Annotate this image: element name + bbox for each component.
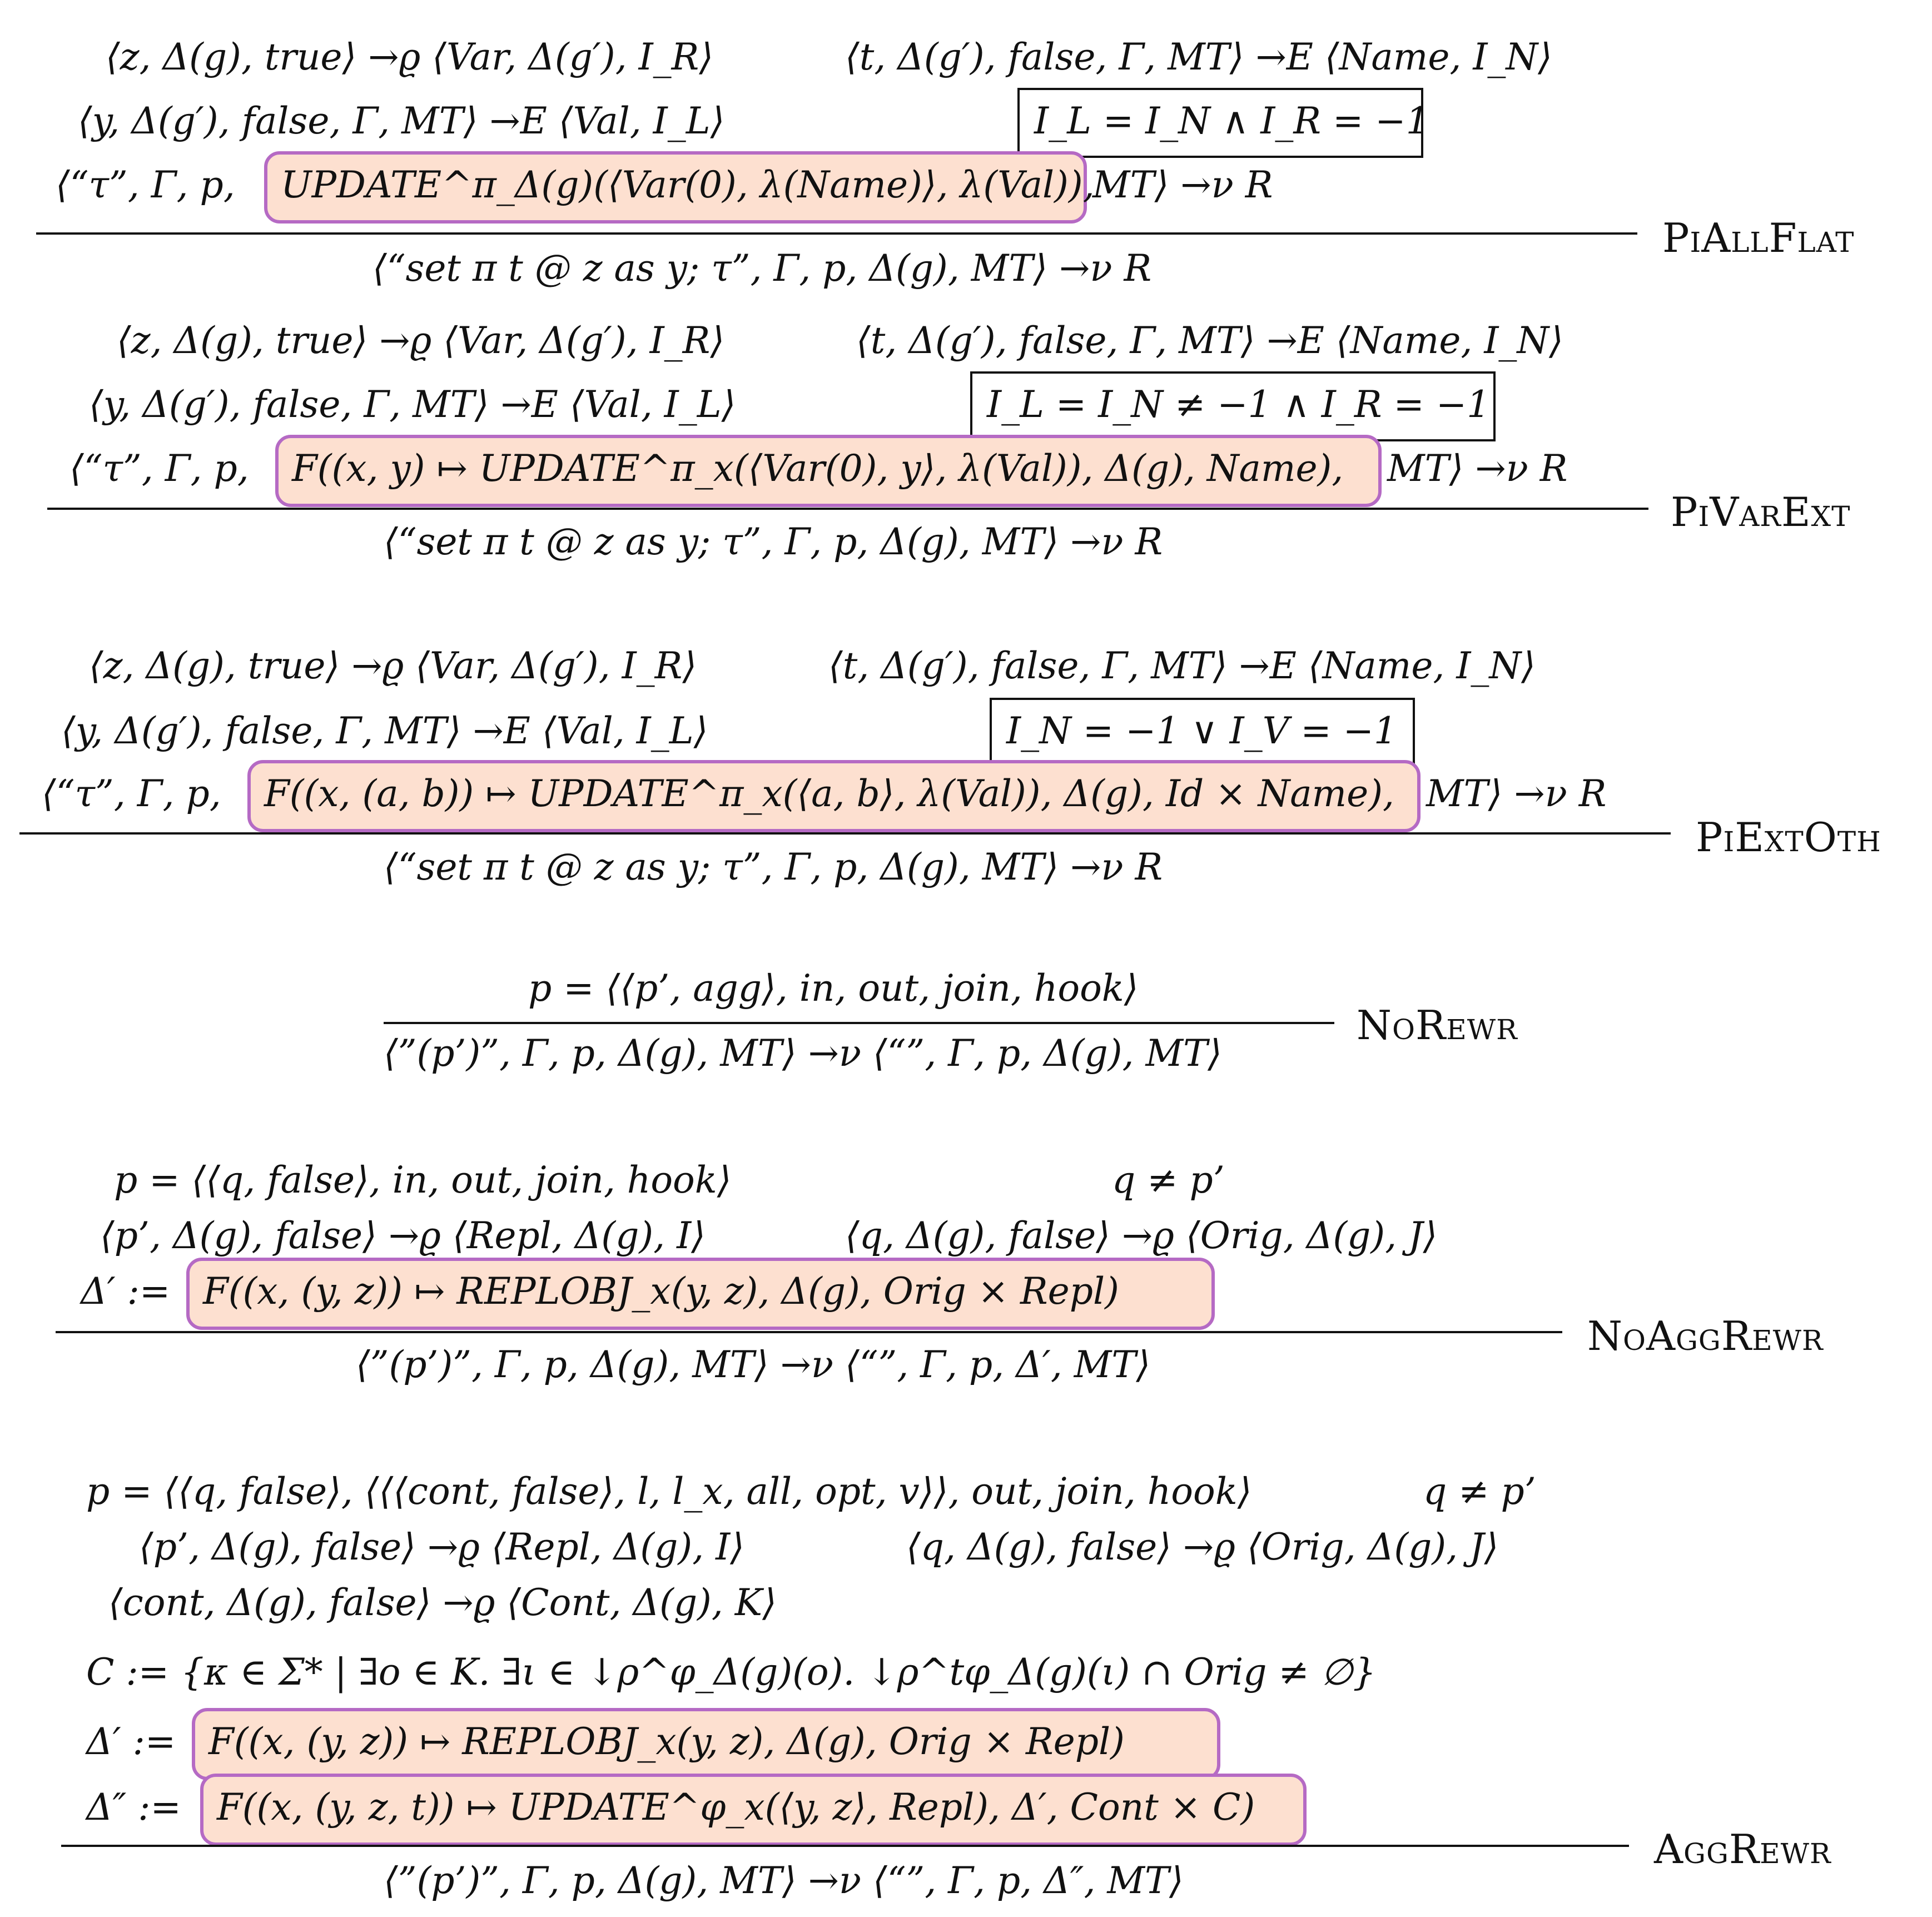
conclusion: ⟨“set π t @ z as y; τ”, Γ, p, Δ(g), MT⟩ →ν R (384, 520, 1163, 563)
premise-tail: MT⟩ →ν R (1387, 447, 1568, 490)
inference-line (56, 1331, 1562, 1333)
premise-lead: Δ′ := (81, 1270, 171, 1313)
conclusion: ⟨“set π t @ z as y; τ”, Γ, p, Δ(g), MT⟩ →ν R (384, 846, 1163, 888)
premise-highlight-text: F((x, (y, z)) ↦ REPLOBJ_x(y, z), Δ(g), Orig × Repl) (203, 1270, 1119, 1313)
premise: ⟨cont, Δ(g), false⟩ →ϱ ⟨Cont, Δ(g), K⟩ (108, 1581, 777, 1624)
premise-highlight-text: F((x, (y, z, t)) ↦ UPDATE^φ_x(⟨y, z⟩, Repl), Δ′, Cont × C) (217, 1786, 1255, 1829)
premise-highlight-text: UPDATE^π_Δ(g)(⟨Var(0), λ(Name)⟩, λ(Val)), (281, 163, 1095, 206)
rule-name: NoAggRewr (1587, 1313, 1824, 1359)
premise: ⟨z, Δ(g), true⟩ →ϱ ⟨Var, Δ(g′), I_R⟩ (117, 319, 725, 362)
premise: ⟨t, Δ(g′), false, Γ, MT⟩ →E ⟨Name, I_N⟩ (856, 319, 1563, 362)
conclusion: ⟨”(p’)”, Γ, p, Δ(g), MT⟩ →ν ⟨“”, Γ, p, Δ″, MT⟩ (384, 1859, 1184, 1902)
premise-lead: Δ″ := (86, 1786, 181, 1829)
premise-lead: ⟨“τ”, Γ, p, (42, 772, 221, 815)
rule-name: PiAllFlat (1662, 215, 1855, 261)
rule-name: PiVarExt (1671, 489, 1851, 535)
premise-tail: MT⟩ →ν R (1092, 163, 1273, 206)
premise: ⟨q, Δ(g), false⟩ →ϱ ⟨Orig, Δ(g), J⟩ (906, 1526, 1499, 1568)
premise: ⟨q, Δ(g), false⟩ →ϱ ⟨Orig, Δ(g), J⟩ (845, 1214, 1438, 1257)
inference-line (47, 508, 1648, 510)
premise: q ≠ p’ (1112, 1159, 1225, 1201)
premise: p = ⟨⟨q, false⟩, ⟨⟨⟨cont, false⟩, l, l_x, all, opt, v⟩⟩, out, join, hook⟩ (86, 1470, 1252, 1513)
premise-highlight-text: F((x, (a, b)) ↦ UPDATE^π_x(⟨a, b⟩, λ(Val)), Δ(g), Id × Name), (264, 772, 1394, 815)
premise: ⟨z, Δ(g), true⟩ →ϱ ⟨Var, Δ(g′), I_R⟩ (89, 644, 697, 687)
premise: p = ⟨⟨q, false⟩, in, out, join, hook⟩ (114, 1159, 732, 1201)
inference-line (19, 832, 1671, 835)
premise: p = ⟨⟨p’, agg⟩, in, out, join, hook⟩ (528, 967, 1139, 1010)
premise: ⟨t, Δ(g′), false, Γ, MT⟩ →E ⟨Name, I_N⟩ (828, 644, 1536, 687)
premise: ⟨z, Δ(g), true⟩ →ϱ ⟨Var, Δ(g′), I_R⟩ (106, 36, 714, 78)
side-condition: I_N = −1 ∨ I_V = −1 (1006, 709, 1397, 752)
inference-line (61, 1845, 1629, 1847)
premise: ⟨p’, Δ(g), false⟩ →ϱ ⟨Repl, Δ(g), I⟩ (139, 1526, 744, 1568)
premise: ⟨t, Δ(g′), false, Γ, MT⟩ →E ⟨Name, I_N⟩ (845, 36, 1552, 78)
premise: ⟨p’, Δ(g), false⟩ →ϱ ⟨Repl, Δ(g), I⟩ (100, 1214, 706, 1257)
premise: q ≠ p’ (1423, 1470, 1536, 1513)
inference-line (384, 1022, 1334, 1024)
premise: ⟨y, Δ(g′), false, Γ, MT⟩ →E ⟨Val, I_L⟩ (78, 100, 725, 142)
side-condition: I_L = I_N ∧ I_R = −1 (1034, 100, 1429, 142)
premise-tail: MT⟩ →ν R (1426, 772, 1607, 815)
premise: C := {κ ∈ Σ* | ∃o ∈ K. ∃ι ∈ ↓ρ^φ_Δ(g)(o). ↓ρ^tφ_Δ(g)(ι) ∩ Orig ≠ ∅} (86, 1651, 1377, 1693)
conclusion: ⟨”(p’)”, Γ, p, Δ(g), MT⟩ →ν ⟨“”, Γ, p, Δ′, MT⟩ (356, 1343, 1151, 1386)
inference-line (36, 232, 1637, 235)
premise: ⟨y, Δ(g′), false, Γ, MT⟩ →E ⟨Val, I_L⟩ (61, 709, 708, 752)
conclusion: ⟨“set π t @ z as y; τ”, Γ, p, Δ(g), MT⟩ →ν R (373, 247, 1152, 290)
premise-highlight-text: F((x, (y, z)) ↦ REPLOBJ_x(y, z), Δ(g), Orig × Repl) (208, 1720, 1125, 1763)
premise-lead: ⟨“τ”, Γ, p, (69, 447, 249, 490)
premise-lead: Δ′ := (86, 1720, 176, 1763)
side-condition: I_L = I_N ≠ −1 ∧ I_R = −1 (987, 383, 1491, 426)
premise-highlight-text: F((x, y) ↦ UPDATE^π_x(⟨Var(0), y⟩, λ(Val)), Δ(g), Name), (292, 447, 1344, 490)
premise-lead: ⟨“τ”, Γ, p, (56, 163, 235, 206)
rule-name: PiExtOth (1696, 814, 1881, 861)
premise: ⟨y, Δ(g′), false, Γ, MT⟩ →E ⟨Val, I_L⟩ (89, 383, 736, 426)
rule-name: AggRewr (1654, 1826, 1831, 1873)
rule-name: NoRewr (1357, 1002, 1518, 1049)
conclusion: ⟨”(p’)”, Γ, p, Δ(g), MT⟩ →ν ⟨“”, Γ, p, Δ(g), MT⟩ (384, 1032, 1222, 1075)
